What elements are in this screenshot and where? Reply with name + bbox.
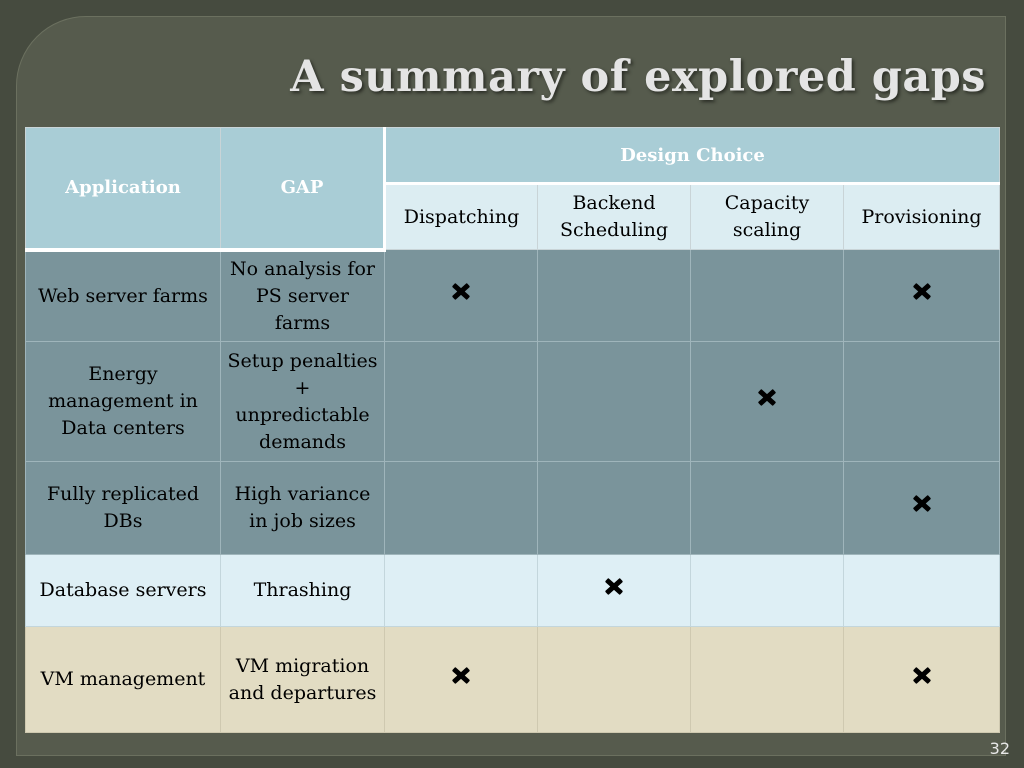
cell-gap: VM migration and departures [221,627,385,733]
cell-application: Fully replicated DBs [26,462,221,555]
cell-mark [385,555,538,627]
table-row [26,462,1000,555]
header-dispatching: Dispatching [385,184,538,250]
cell-mark [385,250,538,342]
cell-gap: No analysis for PS server farms [221,250,385,342]
cross-mark-icon [911,493,933,515]
cell-mark [538,342,691,462]
header-provisioning: Provisioning [844,184,1000,250]
cell-mark [844,250,1000,342]
header-capacity-scaling: Capacity scaling [691,184,844,250]
cell-gap: Thrashing [221,555,385,627]
header-gap: GAP [221,128,385,250]
cell-mark [844,462,1000,555]
cell-mark [691,462,844,555]
cross-mark-icon [603,576,625,598]
summary-table [25,127,1000,733]
header-application: Application [26,128,221,250]
cell-mark [538,627,691,733]
header-backend-scheduling: Backend Scheduling [538,184,691,250]
cell-application: VM management [26,627,221,733]
table-row [26,342,1000,462]
cell-mark [691,250,844,342]
cell-mark [385,462,538,555]
cell-mark [538,462,691,555]
cross-mark-icon [450,665,472,687]
cell-gap: High variance in job sizes [221,462,385,555]
table-row [26,627,1000,733]
table-row [26,250,1000,342]
cell-gap: Setup penalties + unpredictable demands [221,342,385,462]
cell-mark [538,250,691,342]
cross-mark-icon [450,281,472,303]
cell-mark [385,342,538,462]
cell-mark [844,627,1000,733]
cell-mark [691,555,844,627]
cell-mark [538,555,691,627]
cell-application: Energy management in Data centers [26,342,221,462]
slide-title: A summary of explored gaps [290,52,986,102]
cell-application: Web server farms [26,250,221,342]
cell-mark [844,555,1000,627]
cell-mark [691,342,844,462]
cross-mark-icon [911,665,933,687]
cell-mark [844,342,1000,462]
cell-application: Database servers [26,555,221,627]
table-row [26,555,1000,627]
header-design-choice: Design Choice [385,128,1000,184]
cell-mark [385,627,538,733]
page-number: 32 [989,739,1010,758]
summary-table-container [25,127,999,732]
cross-mark-icon [756,387,778,409]
cross-mark-icon [911,281,933,303]
cell-mark [691,627,844,733]
